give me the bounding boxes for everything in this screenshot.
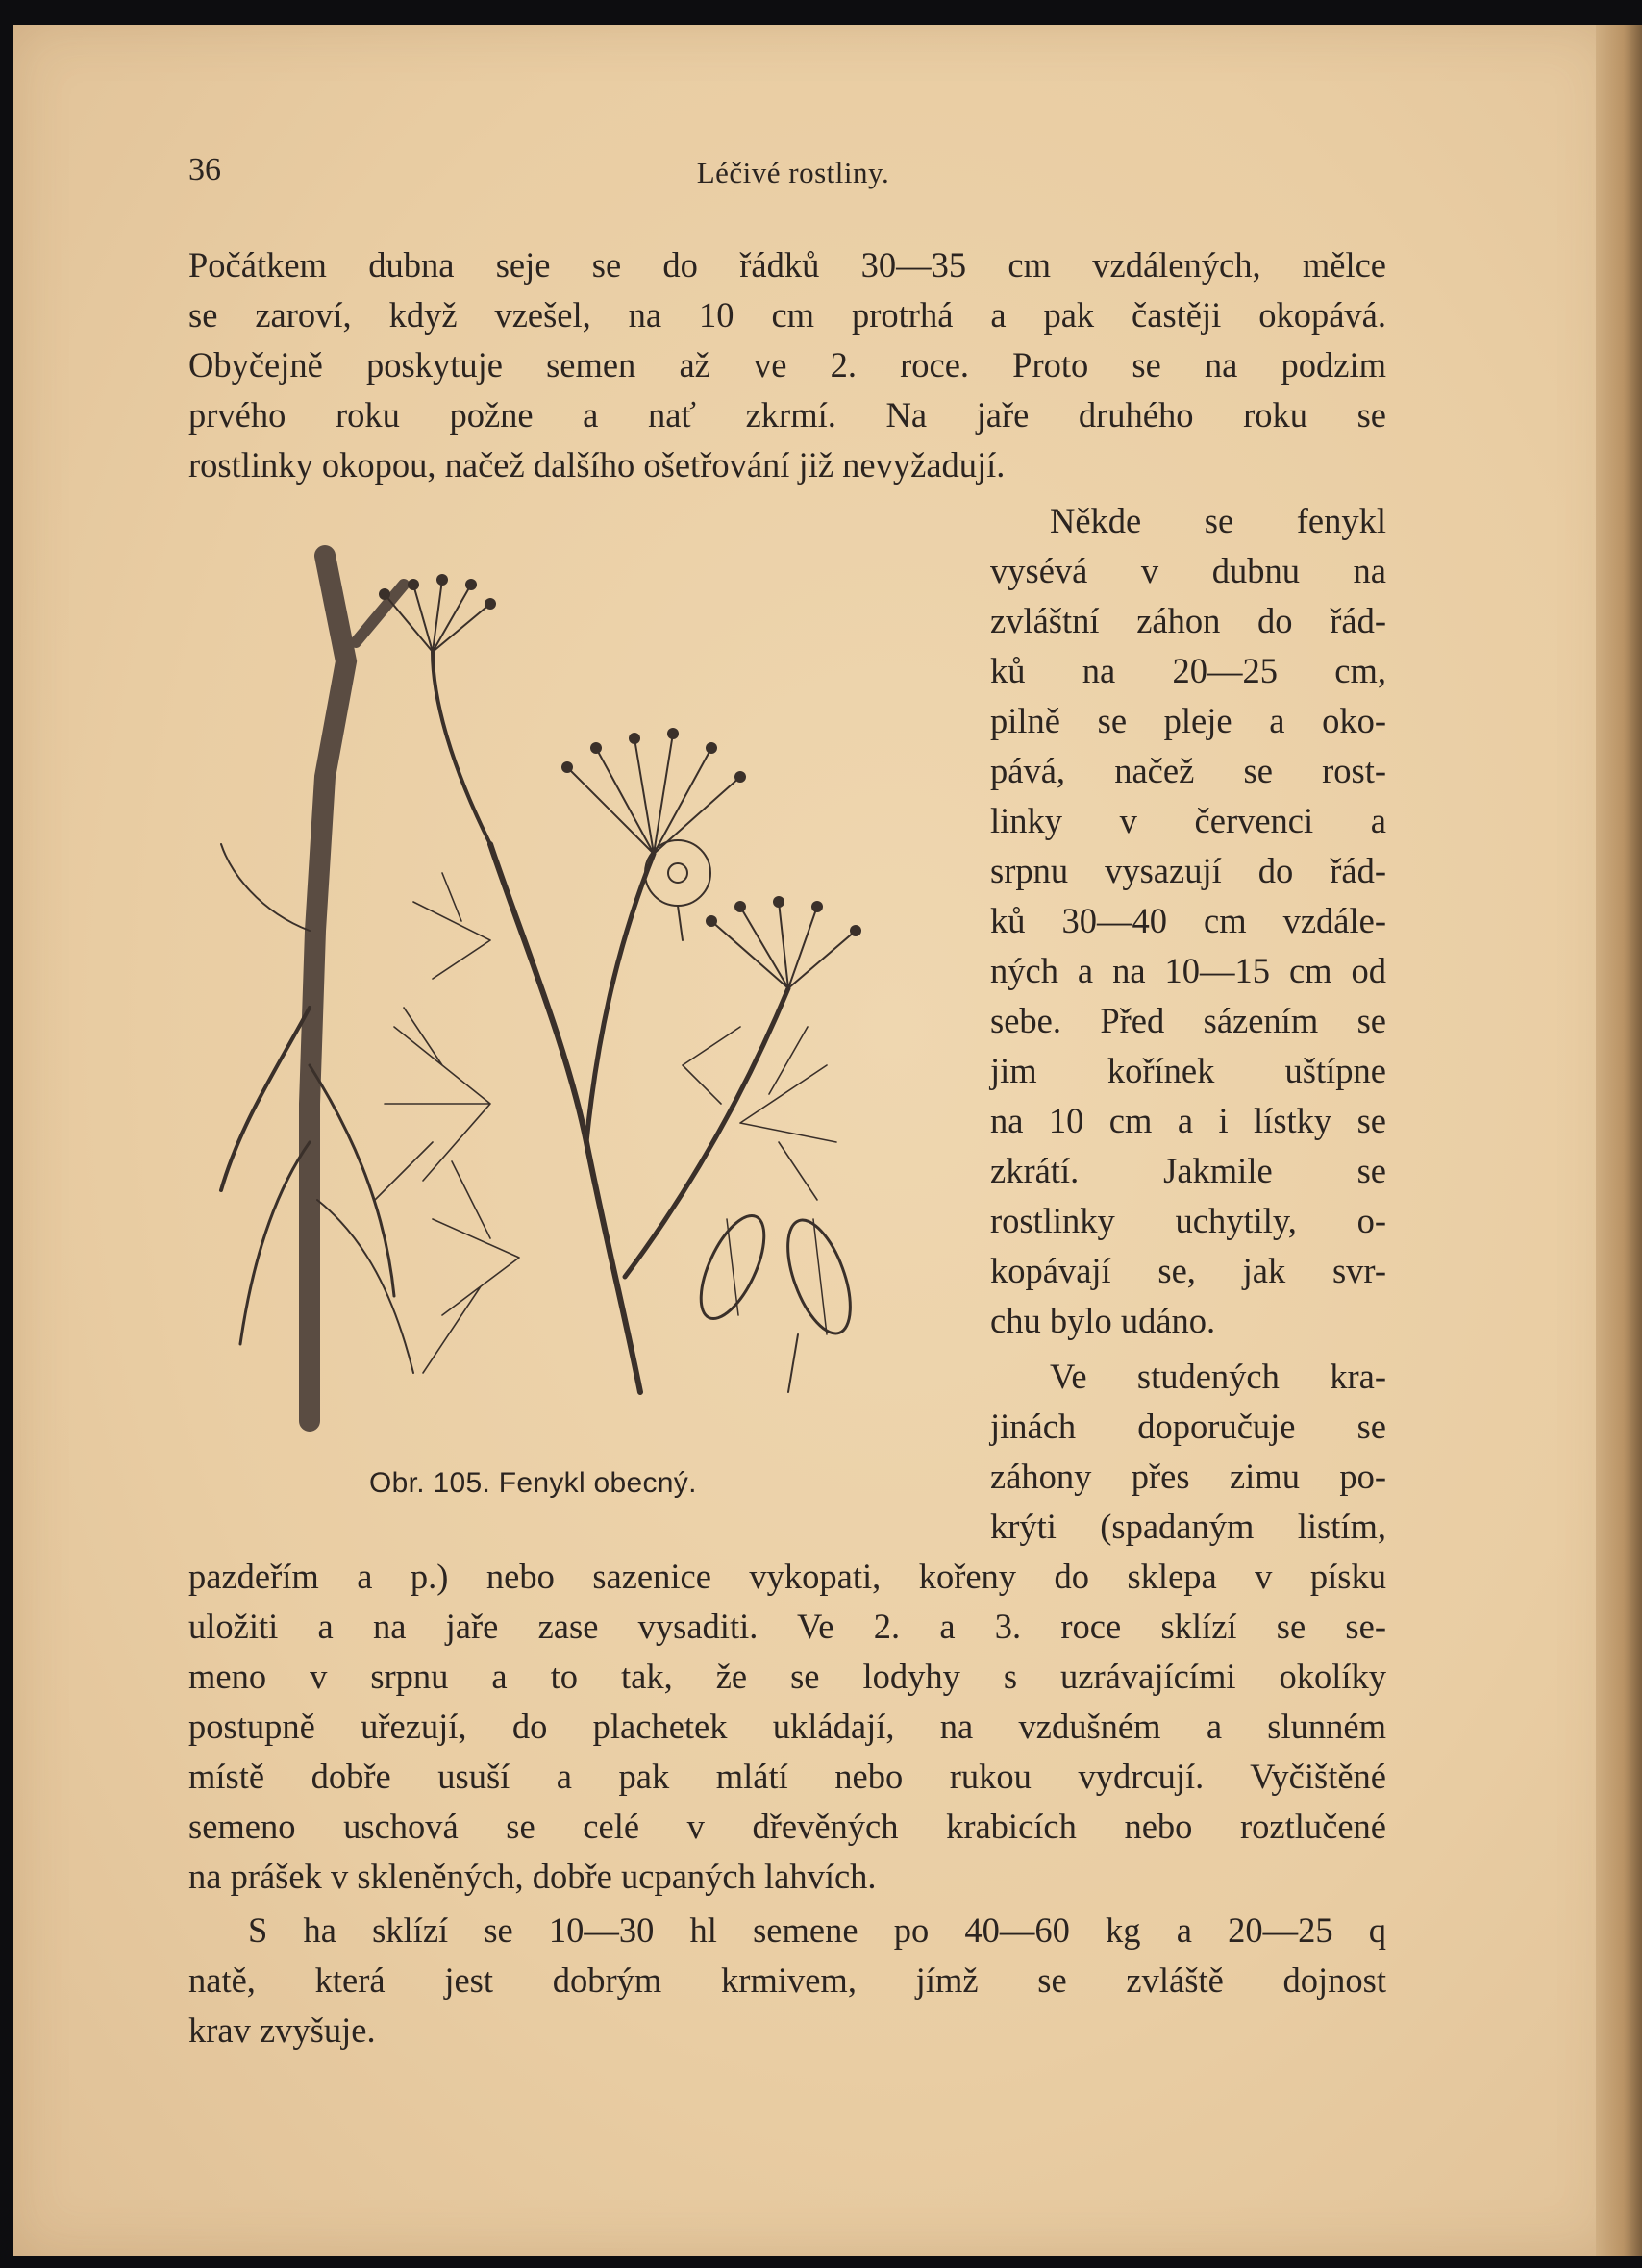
text-line: jinách doporučuje se bbox=[990, 1407, 1386, 1446]
text-line: kopávají se, jak svr- bbox=[990, 1251, 1386, 1290]
text-line: Ve studených kra- bbox=[1050, 1357, 1386, 1396]
text-line: záhony přes zimu po- bbox=[990, 1457, 1386, 1496]
text-line: ků na 20—25 cm, bbox=[990, 651, 1386, 690]
page-edge bbox=[1596, 25, 1642, 2256]
text-line: krav zvyšuje. bbox=[188, 2010, 376, 2050]
text-line: semeno uschová se celé v dřevěných krabicích nebo roztlučené bbox=[188, 1807, 1386, 1846]
page-number: 36 bbox=[188, 152, 221, 187]
text-line: linky v červenci a bbox=[990, 801, 1386, 840]
text-line: na prášek v skleněných, dobře ucpaných lahvích. bbox=[188, 1857, 877, 1896]
running-title: Léčivé rostliny. bbox=[696, 156, 890, 189]
text-line: jim kořínek uštípne bbox=[990, 1051, 1386, 1090]
text-line: se zaroví, když vzešel, na 10 cm protrhá a pak častěji okopává. bbox=[188, 295, 1386, 335]
figure-caption: Obr. 105. Fenykl obecný. bbox=[369, 1467, 697, 1499]
fennel-illustration bbox=[202, 527, 942, 1440]
text-line: Počátkem dubna seje se do řádků 30—35 cm vzdálených, mělce bbox=[188, 245, 1386, 285]
text-line: Obyčejně poskytuje semen až ve 2. roce. Proto se na podzim bbox=[188, 345, 1386, 385]
page-header bbox=[188, 152, 1398, 200]
text-line: uložiti a na jaře zase vysaditi. Ve 2. a 3. roce sklízí se se- bbox=[188, 1607, 1386, 1646]
text-line: zkrátí. Jakmile se bbox=[990, 1151, 1386, 1190]
text-line: vysévá v dubnu na bbox=[990, 551, 1386, 590]
text-line: zvláštní záhon do řád- bbox=[990, 601, 1386, 640]
text-line: srpnu vysazují do řád- bbox=[990, 851, 1386, 890]
text-line: krýti (spadaným listím, bbox=[990, 1507, 1386, 1546]
text-line: pazdeřím a p.) nebo sazenice vykopati, kořeny do sklepa v písku bbox=[188, 1557, 1386, 1596]
text-line: ných a na 10—15 cm od bbox=[990, 951, 1386, 990]
text-line: pává, načež se rost- bbox=[990, 751, 1386, 790]
text-line: chu bylo udáno. bbox=[990, 1301, 1216, 1340]
text-line: prvého roku požne a nať zkrmí. Na jaře druhého roku se bbox=[188, 395, 1386, 435]
text-line: natě, která jest dobrým krmivem, jímž se zvláště dojnost bbox=[188, 1960, 1386, 2000]
fennel-plant-drawing bbox=[202, 527, 942, 1440]
text-line: pilně se pleje a oko- bbox=[990, 701, 1386, 740]
text-line: místě dobře usuší a pak mlátí nebo rukou vydrcují. Vyčištěné bbox=[188, 1757, 1386, 1796]
text-line: meno v srpnu a to tak, že se lodyhy s uzrávajícími okolíky bbox=[188, 1657, 1386, 1696]
text-line: sebe. Před sázením se bbox=[990, 1001, 1386, 1040]
text-line: na 10 cm a i lístky se bbox=[990, 1101, 1386, 1140]
text-line: S ha sklízí se 10—30 hl semene po 40—60 kg a 20—25 q bbox=[248, 1910, 1386, 1950]
text-line: rostlinky uchytily, o- bbox=[990, 1201, 1386, 1240]
text-line: postupně uřezují, do plachetek ukládají, na vzdušném a slunném bbox=[188, 1707, 1386, 1746]
text-line: Někde se fenykl bbox=[1050, 501, 1386, 540]
text-line: ků 30—40 cm vzdále- bbox=[990, 901, 1386, 940]
text-line: rostlinky okopou, načež dalšího ošetřování již nevyžadují. bbox=[188, 445, 1006, 485]
